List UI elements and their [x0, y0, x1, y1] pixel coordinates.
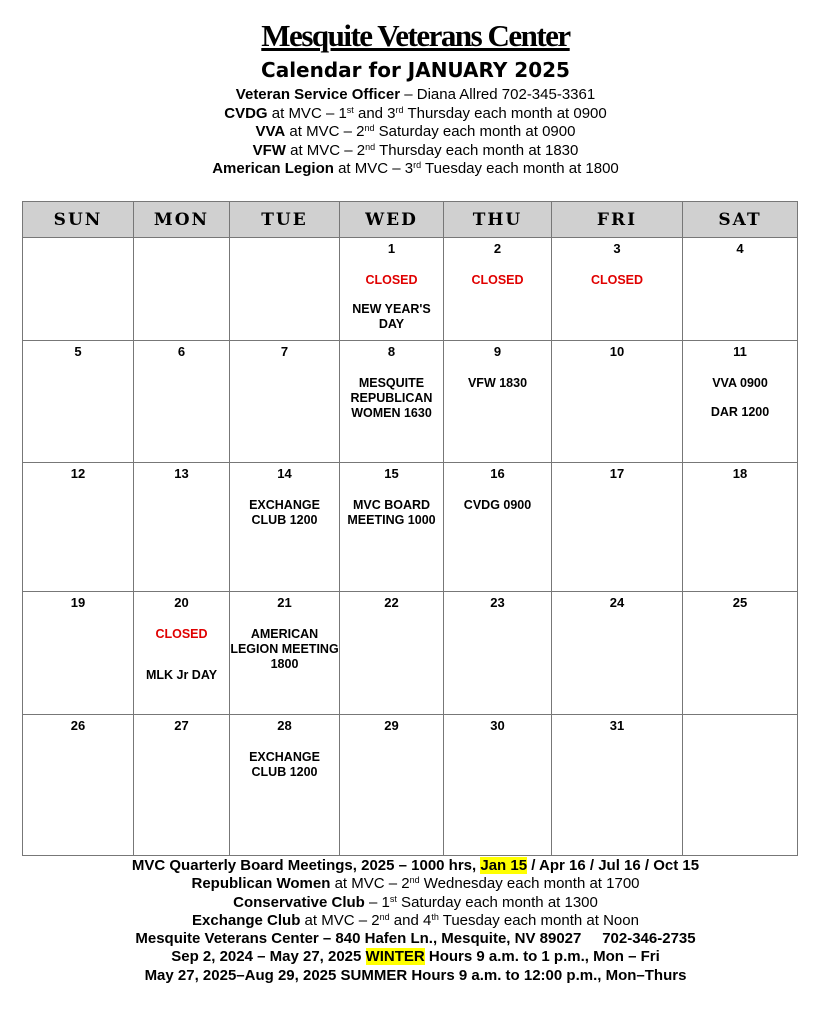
closed-label: CLOSED	[471, 273, 524, 287]
day-number: 13	[174, 466, 189, 481]
event-label: MVC BOARD MEETING 1000	[347, 498, 436, 527]
week-row	[23, 238, 798, 341]
day-cell-19	[23, 592, 134, 715]
empty-day-cell	[683, 715, 798, 856]
day-number: 29	[384, 718, 399, 733]
day-cell-23	[444, 592, 552, 715]
day-number: 27	[174, 718, 189, 733]
day-cell-20	[134, 592, 230, 715]
event-label: CVDG 0900	[463, 498, 532, 512]
day-number: 12	[70, 466, 86, 481]
event-label: AMERICAN LEGION MEETING 1800	[230, 627, 339, 671]
day-cell-7	[230, 341, 340, 463]
closed-label: CLOSED	[365, 273, 418, 287]
day-cell-1	[340, 238, 444, 341]
day-cell-27	[134, 715, 230, 856]
footer-conservative-club: Conservative Club – 1st Saturday each month at 1300	[233, 893, 598, 911]
empty-day-cell	[23, 238, 134, 341]
day-cell-18	[683, 463, 798, 592]
weekday-sat: SAT	[683, 202, 798, 238]
day-number: 14	[277, 466, 292, 481]
day-number: 1	[387, 241, 396, 256]
day-cell-12	[23, 463, 134, 592]
footer-info	[0, 857, 831, 985]
day-cell-24	[552, 592, 683, 715]
day-number: 19	[70, 595, 86, 610]
day-cell-14	[230, 463, 340, 592]
day-number: 10	[609, 344, 625, 359]
day-number: 5	[74, 344, 82, 359]
day-number: 8	[387, 344, 396, 359]
day-number: 17	[609, 466, 625, 481]
weekday-fri: FRI	[552, 202, 683, 238]
day-cell-16	[444, 463, 552, 592]
weekday-header	[23, 202, 798, 238]
day-number: 21	[277, 595, 292, 610]
day-cell-17	[552, 463, 683, 592]
event-label: NEW YEAR'S DAY	[352, 302, 431, 331]
event-label: VFW 1830	[467, 376, 528, 390]
day-number: 6	[177, 344, 186, 359]
day-cell-3	[552, 238, 683, 341]
weekday-thu: THU	[444, 202, 552, 238]
footer-winter-hours: Sep 2, 2024 – May 27, 2025 WINTER Hours 9 a.m. to 1 p.m., Mon – Fri	[171, 948, 660, 966]
day-cell-13	[134, 463, 230, 592]
day-number: 25	[732, 595, 748, 610]
day-number: 31	[609, 718, 625, 733]
day-number: 22	[384, 595, 399, 610]
day-number: 26	[70, 718, 86, 733]
closed-label: CLOSED	[590, 273, 644, 287]
footer-exchange-club: Exchange Club at MVC – 2nd and 4th Tuesday each month at Noon	[192, 911, 639, 929]
day-cell-2	[444, 238, 552, 341]
day-cell-22	[340, 592, 444, 715]
header-info	[0, 86, 831, 179]
day-cell-11	[683, 341, 798, 463]
day-cell-31	[552, 715, 683, 856]
event-label: VVA 0900	[712, 376, 768, 390]
footer-republican-women: Republican Women at MVC – 2nd Wednesday each month at 1700	[191, 875, 640, 893]
event-label: EXCHANGE CLUB 1200	[249, 498, 320, 527]
day-cell-9	[444, 341, 552, 463]
page-title: Mesquite Veterans Center	[261, 18, 570, 53]
day-number: 4	[736, 241, 744, 256]
footer-address: Mesquite Veterans Center – 840 Hafen Ln., Mesquite, NV 89027 702-346-2735	[135, 930, 696, 948]
day-number: 16	[490, 466, 505, 481]
info-line-vva: VVA at MVC – 2nd Saturday each month at 0900	[255, 123, 576, 140]
day-number: 30	[490, 718, 505, 733]
day-number: 15	[384, 466, 399, 481]
weekday-mon: MON	[134, 202, 230, 238]
day-cell-29	[340, 715, 444, 856]
day-cell-30	[444, 715, 552, 856]
footer-summer-hours: May 27, 2025–Aug 29, 2025 SUMMER Hours 9 a.m. to 12:00 p.m., Mon–Thurs	[144, 966, 687, 984]
day-number: 28	[277, 718, 292, 733]
info-line-cvdg: CVDG at MVC – 1st and 3rd Thursday each month at 0900	[224, 104, 607, 122]
event-label: MLK Jr DAY	[145, 668, 218, 682]
day-cell-8	[340, 341, 444, 463]
day-number: 9	[493, 344, 502, 359]
info-line-legion: American Legion at MVC – 3rd Tuesday each month at 1800	[212, 160, 619, 177]
day-cell-4	[683, 238, 798, 341]
calendar-subtitle: Calendar for JANUARY 2025	[261, 58, 570, 82]
empty-day-cell	[134, 238, 230, 341]
day-number: 11	[733, 344, 747, 359]
day-cell-25	[683, 592, 798, 715]
day-number: 18	[732, 466, 748, 481]
event-label: EXCHANGE CLUB 1200	[249, 750, 320, 779]
day-cell-6	[134, 341, 230, 463]
info-line-vfw: VFW at MVC – 2nd Thursday each month at 1830	[252, 141, 579, 159]
day-number: 7	[280, 344, 289, 359]
week-row	[23, 592, 798, 715]
empty-day-cell	[230, 238, 340, 341]
week-row	[23, 463, 798, 592]
day-cell-15	[340, 463, 444, 592]
day-cell-10	[552, 341, 683, 463]
day-cell-28	[230, 715, 340, 856]
week-row	[23, 715, 798, 856]
week-row	[23, 341, 798, 463]
day-cell-5	[23, 341, 134, 463]
weekday-sun: SUN	[23, 202, 134, 238]
day-number: 2	[493, 241, 502, 256]
event-label: MESQUITE REPUBLICAN WOMEN 1630	[350, 376, 433, 420]
info-line-vso: Veteran Service Officer – Diana Allred 702-345-3361	[235, 86, 596, 103]
footer-board-meetings: MVC Quarterly Board Meetings, 2025 – 1000 hrs, Jan 15 / Apr 16 / Jul 16 / Oct 15	[131, 857, 700, 874]
day-number: 23	[490, 595, 505, 610]
day-cell-21	[230, 592, 340, 715]
weekday-tue: TUE	[230, 202, 340, 238]
day-number: 24	[609, 595, 625, 610]
day-number: 20	[174, 595, 189, 610]
weekday-wed: WED	[340, 202, 444, 238]
day-cell-26	[23, 715, 134, 856]
closed-label: CLOSED	[155, 627, 208, 641]
day-number: 3	[613, 241, 621, 256]
calendar-grid	[22, 201, 798, 856]
event-label: DAR 1200	[710, 405, 770, 419]
